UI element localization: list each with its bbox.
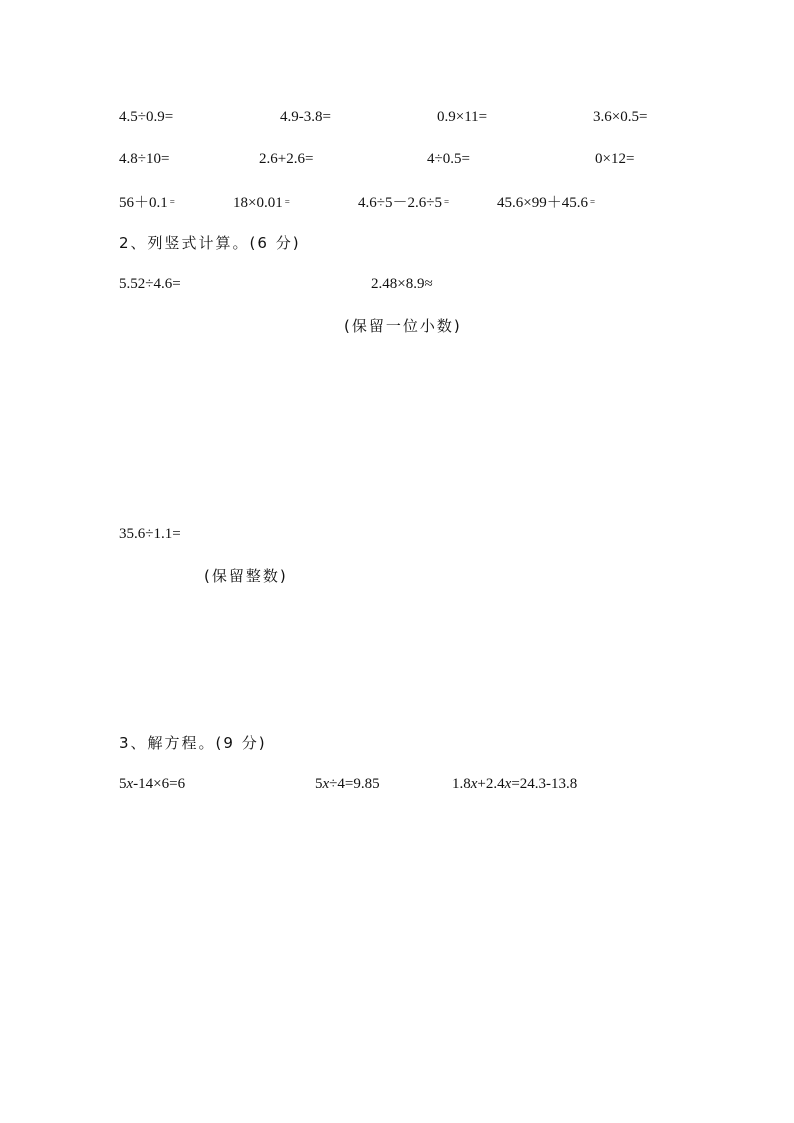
oral-calc-item (233, 193, 290, 212)
coefficient: 5 (315, 776, 323, 792)
expression: 56＋0.1 (119, 195, 168, 211)
variable: x (126, 776, 134, 792)
vertical-calc-problem: 35.6÷1.1= (119, 526, 181, 542)
coefficient: 1.8 (452, 776, 471, 792)
equation-rest: =24.3-13.8 (511, 776, 578, 792)
equation-rest: ÷4=9.85 (329, 776, 380, 792)
section-2-heading: 2、列竖式计算。(6 分) (119, 234, 301, 252)
equation-term: +2.4 (477, 776, 505, 792)
equals-sign: = (589, 197, 596, 207)
expression: 18×0.01 (233, 195, 283, 211)
oral-calc-item (119, 193, 175, 212)
oral-calc-item: 4.9-3.8= (280, 109, 331, 125)
equation (315, 775, 380, 793)
oral-calc-item: 4÷0.5= (427, 151, 470, 167)
equation (452, 775, 577, 793)
oral-calc-item: 2.6+2.6= (259, 151, 314, 167)
oral-calc-item: 4.5÷0.9= (119, 109, 174, 125)
variable: x (322, 776, 330, 792)
equation-rest: -14×6=6 (133, 776, 186, 792)
variable: x (504, 776, 512, 792)
oral-calc-item (358, 193, 449, 212)
oral-calc-item: 0.9×11= (437, 109, 488, 125)
variable: x (470, 776, 478, 792)
expression: 4.6÷5－2.6÷5 (358, 195, 442, 211)
coefficient: 5 (119, 776, 127, 792)
oral-calc-item (497, 193, 595, 212)
oral-calc-item: 0×12= (595, 151, 635, 167)
expression: 45.6×99＋45.6 (497, 195, 588, 211)
equals-sign: = (169, 197, 175, 207)
oral-calc-item: 4.8÷10= (119, 151, 170, 167)
equals-sign: = (443, 197, 450, 207)
equals-sign: = (284, 197, 290, 207)
section-3-heading: 3、解方程。(9 分) (119, 734, 267, 752)
vertical-calc-problem: 2.48×8.9≈ (371, 276, 433, 292)
vertical-calc-problem: 5.52÷4.6= (119, 276, 181, 292)
rounding-note: (保留一位小数) (344, 317, 462, 335)
oral-calc-item: 3.6×0.5= (593, 109, 648, 125)
rounding-note: (保留整数) (204, 567, 288, 585)
equation (119, 775, 185, 793)
